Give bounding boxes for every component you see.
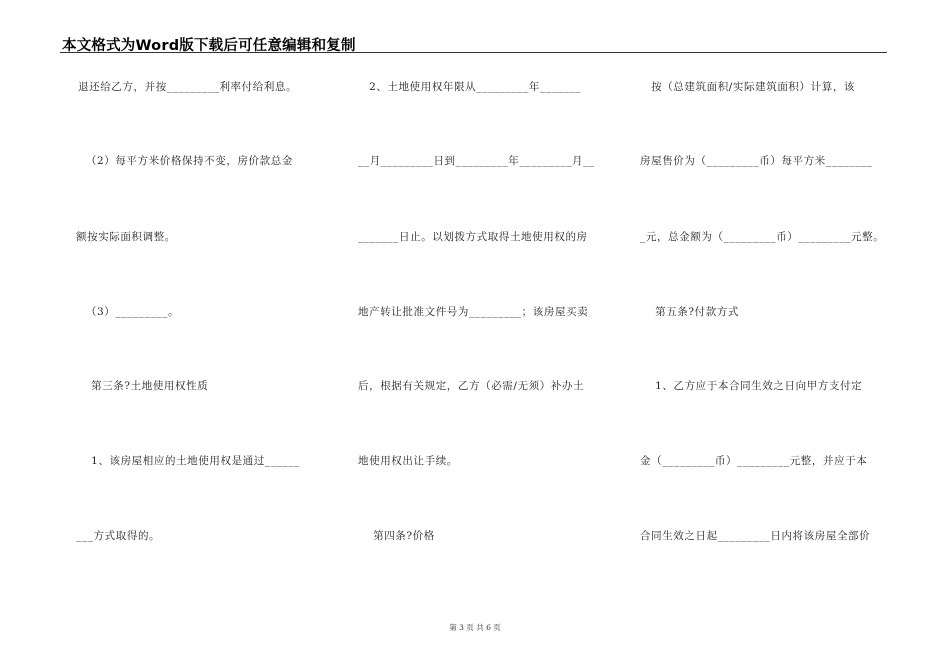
text-line: 按（总建筑面积/实际建筑面积）计算，该 [640,81,856,93]
text-line: 1、乙方应于本合同生效之日向甲方支付定 [644,380,863,392]
text-line: 退还给乙方，并按_________利率付给利息。 [78,81,298,93]
text-line: 地使用权出让手续。 [358,455,458,467]
text-line: 1、该房屋相应的土地使用权是通过______ [80,455,300,467]
page-footer: 第 3 页 共 6 页 [449,623,501,632]
text-line: （3）_________。 [80,306,180,318]
text-line: _元，总金额为（_________币）_________元整。 [640,231,885,243]
text-line: 2、土地使用权年限从_________年_______ [358,81,581,93]
text-line: 第三条?土地使用权性质 [80,380,209,392]
text-line: 第四条?价格 [362,530,435,542]
text-line: ___方式取得的。 [76,530,161,542]
text-line: 房屋售价为（_________币）每平方米________ [640,155,873,167]
text-line: __月_________日到_________年_________月__ [358,155,595,167]
text-line: 合同生效之日起_________日内将该房屋全部价 [640,530,871,542]
text-line: _______日止。以划拨方式取得土地使用权的房 [358,231,588,243]
text-line: 金（_________币）_________元整，并应于本 [640,455,868,467]
page-header-title: 本文格式为Word版下载后可任意编辑和复制 [62,38,356,54]
text-line: 第五条?付款方式 [644,306,740,318]
text-line: 地产转让批准文件号为_________；该房屋买卖 [358,306,589,318]
text-line: 后，根据有关规定，乙方（必需/无须）补办土 [358,380,585,392]
text-line: 额按实际面积调整。 [76,231,176,243]
header-divider [60,52,887,53]
text-line: （2）每平方米价格保持不变，房价款总金 [80,155,293,167]
